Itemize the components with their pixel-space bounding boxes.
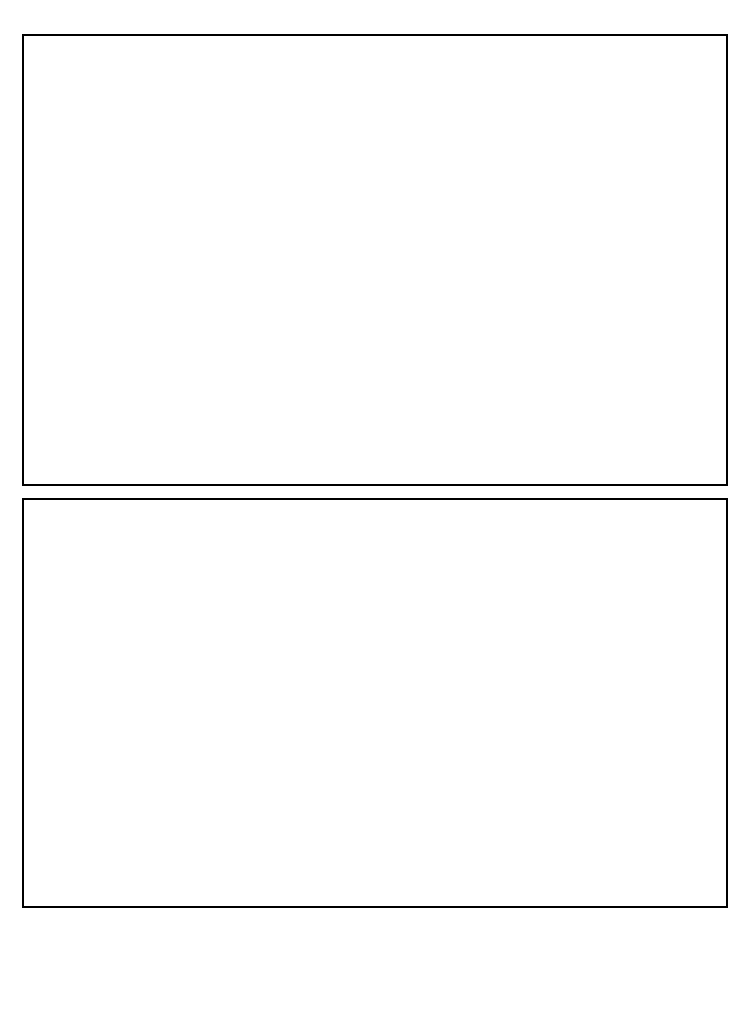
roster-table-top xyxy=(22,34,728,486)
roster-table-bottom xyxy=(22,498,728,908)
